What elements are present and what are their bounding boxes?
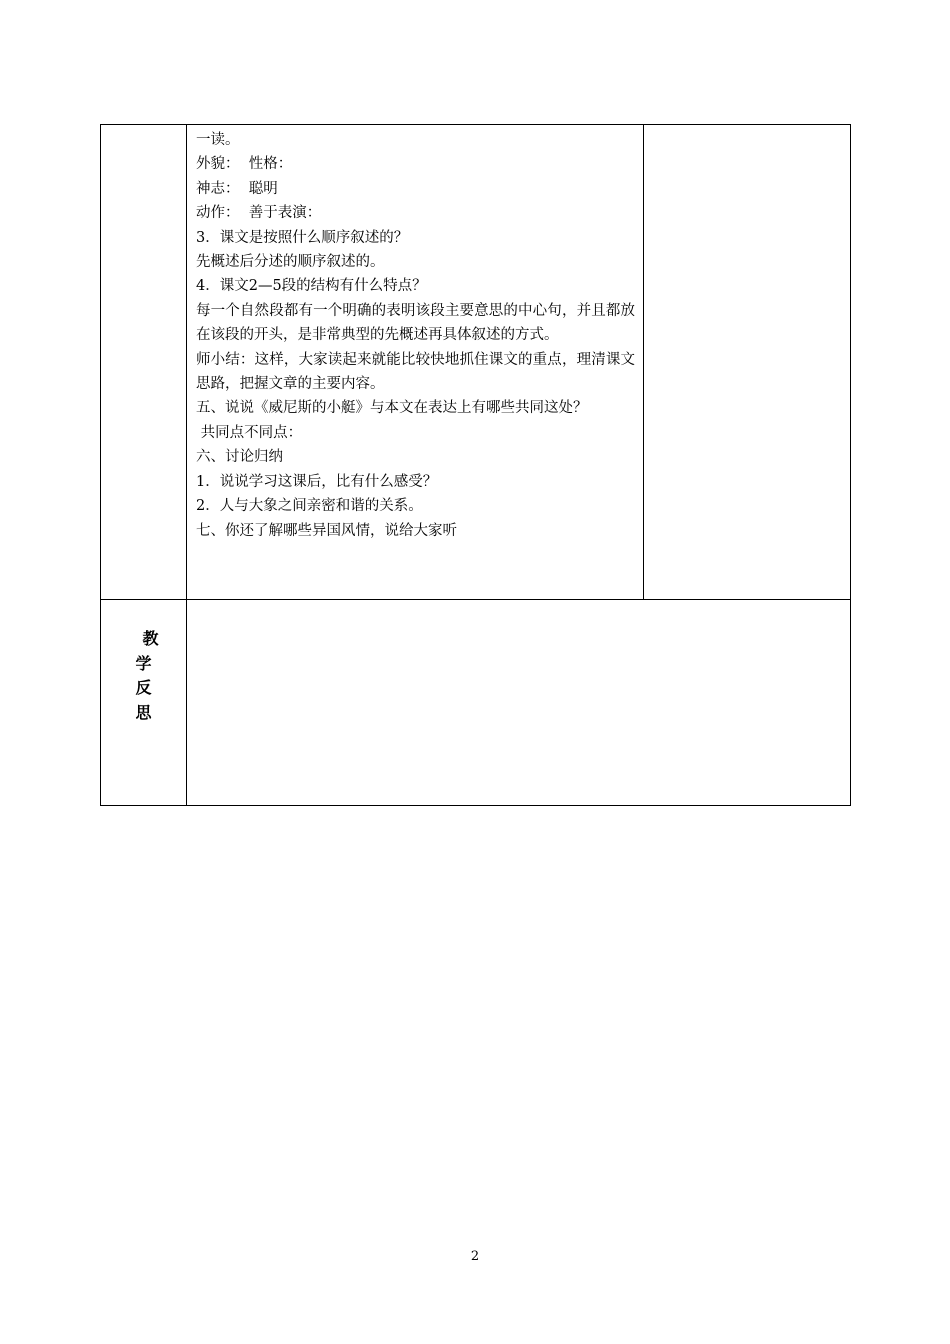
reflection-row [101,600,851,806]
lesson-content-cell [187,125,644,600]
reflection-label-cell [101,600,187,806]
lesson-content [187,125,643,543]
content-line: 3．课文是按照什么顺序叙述的？ [196,229,409,246]
reflection-label-char: 学 [135,653,152,673]
reflection-label-char: 思 [135,702,152,722]
content-line: 五、说说《威尼斯的小艇》与本文在表达上有哪些共同这处？ [196,400,588,417]
content-line: 先概述后分述的顺序叙述的。 [196,254,385,271]
content-line: 动作： 善于表演： [196,205,322,222]
notes-cell-empty [644,125,851,600]
lesson-plan-table [100,124,851,806]
lesson-content-row [101,125,851,600]
content-line: 1．说说学习这课后，比有什么感受？ [196,473,438,490]
content-line: 共同点不同点： [196,424,303,441]
content-line: 外貌： 性格： [196,156,293,173]
content-line: 神志： 聪明 [196,180,278,197]
reflection-content-cell-empty [187,600,851,806]
content-line: 2．人与大象之间亲密和谐的关系。 [196,498,423,515]
content-line: 一读。 [196,132,240,148]
reflection-label-char: 反 [135,678,152,697]
row-label-cell-empty [101,125,187,600]
content-line: 七、你还了解哪些异国风情，说给大家听 [196,522,457,539]
reflection-label-char: 教 [142,629,159,648]
content-paragraph: 师小结：这样，大家读起来就能比较快地抓住课文的重点，理清课文思路，把握文章的主要内容。 [196,351,635,393]
page-number: 2 [470,1249,480,1264]
content-line: 六、讨论归纳 [196,449,283,466]
reflection-label [101,600,186,725]
content-paragraph: 每一个自然段都有一个明确的表明该段主要意思的中心句，并且都放在该段的开头，是非常典型的先概述再具体叙述的方式。 [196,302,635,344]
content-line: 4．课文2—5段的结构有什么特点？ [196,278,427,295]
